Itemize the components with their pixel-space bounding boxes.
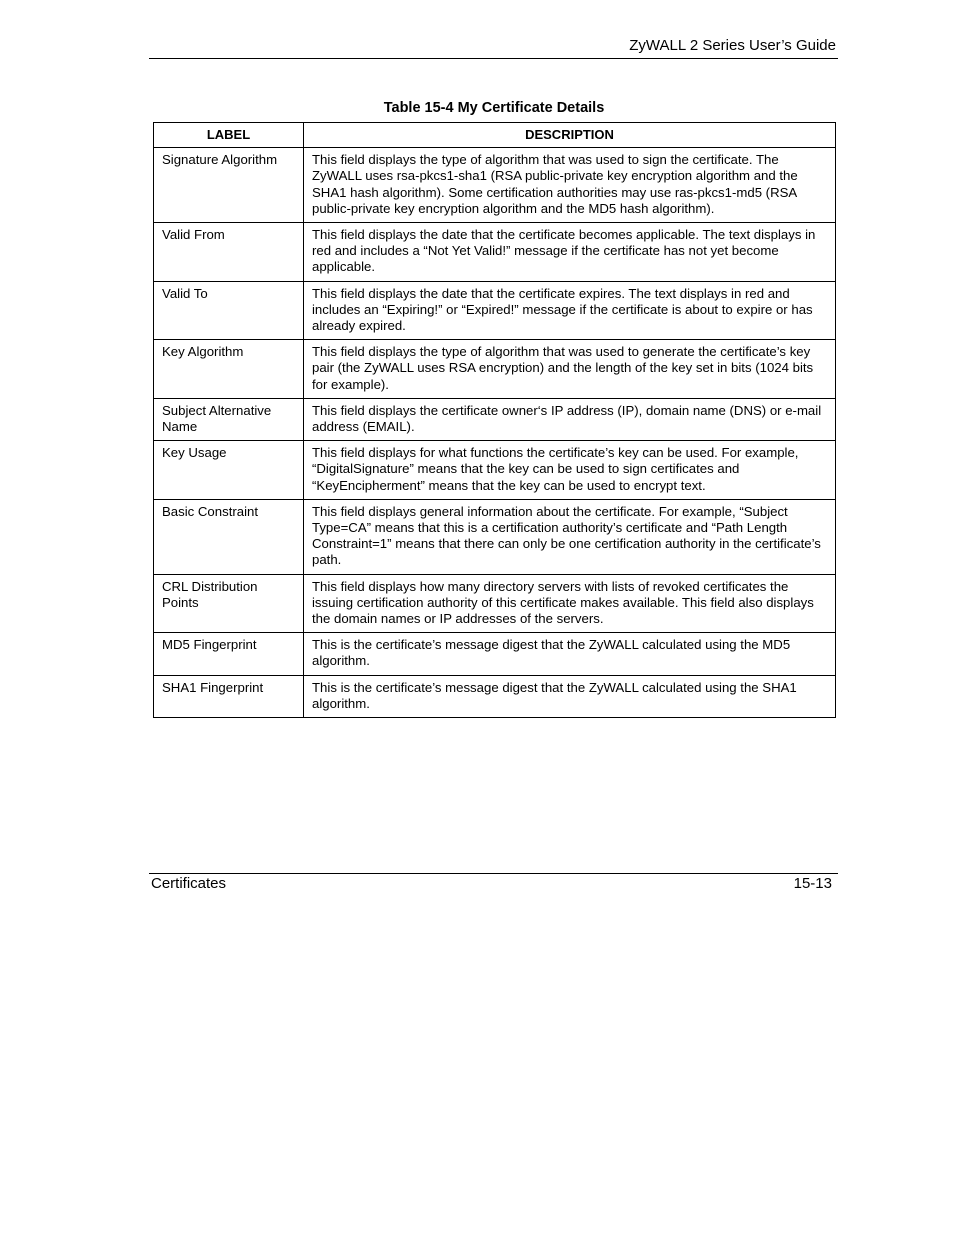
row-description: This field displays how many directory servers with lists of revoked certificates the issuing certification authority of this certificate makes available. This field also displays the domain names or IP addresses of the servers.	[304, 574, 836, 633]
row-description: This field displays the type of algorithm that was used to generate the certificate’s key pair (the ZyWALL uses RSA encryption) and the length of the key set in bits (1024 bits for example).	[304, 340, 836, 399]
table-row	[154, 223, 836, 282]
row-description: This field displays the certificate owner‘s IP address (IP), domain name (DNS) or e-mail address (EMAIL).	[304, 398, 836, 440]
table-row	[154, 499, 836, 574]
row-description: This field displays general information about the certificate. For example, “Subject Type=CA” means that this is a certification authority’s certificate and “Path Length Constraint=1” means that there can only be one certification authority in the certificate’s path.	[304, 499, 836, 574]
table-row	[154, 281, 836, 340]
table-title: Table 15-4 My Certificate Details	[383, 100, 605, 116]
row-label: Basic Constraint	[154, 499, 304, 574]
footer-rule	[149, 873, 838, 874]
row-description: This field displays the date that the certificate expires. The text displays in red and includes an “Expiring!” or “Expired!” message if the certificate is about to expire or has already expired.	[304, 281, 836, 340]
row-description: This field displays for what functions the certificate’s key can be used. For example, “DigitalSignature” means that the key can be used to sign certificates and “KeyEncipherment” means that the key can be used to encrypt text.	[304, 441, 836, 500]
footer-section-name: Certificates	[151, 875, 227, 892]
row-description: This is the certificate’s message digest that the ZyWALL calculated using the MD5 algorithm.	[304, 633, 836, 675]
row-label: Valid To	[154, 281, 304, 340]
row-label: Signature Algorithm	[154, 148, 304, 223]
header-rule	[149, 58, 838, 59]
table-row	[154, 340, 836, 399]
row-label: MD5 Fingerprint	[154, 633, 304, 675]
table-row	[154, 398, 836, 440]
row-label: Key Usage	[154, 441, 304, 500]
table-row	[154, 633, 836, 675]
row-description: This is the certificate’s message digest that the ZyWALL calculated using the SHA1 algorithm.	[304, 675, 836, 717]
row-description: This field displays the date that the certificate becomes applicable. The text displays in red and includes a “Not Yet Valid!” message if the certificate has not yet become applicable.	[304, 223, 836, 282]
column-header-description: DESCRIPTION	[304, 123, 836, 148]
table-row	[154, 574, 836, 633]
row-description: This field displays the type of algorithm that was used to sign the certificate. The ZyWALL uses rsa-pkcs1-sha1 (RSA public-private key encryption algorithm and the SHA1 hash algorithm). Some certification authorities may use ras-pkcs1-md5 (RSA public-private key encryption algorithm and the MD5 hash algorithm).	[304, 148, 836, 223]
table-row	[154, 148, 836, 223]
running-header: ZyWALL 2 Series User’s Guide	[629, 37, 836, 54]
row-label: Subject Alternative Name	[154, 398, 304, 440]
table-header-row	[154, 123, 836, 148]
row-label: Valid From	[154, 223, 304, 282]
page-number: 15-13	[793, 875, 832, 892]
table-row	[154, 675, 836, 717]
row-label: SHA1 Fingerprint	[154, 675, 304, 717]
row-label: CRL Distribution Points	[154, 574, 304, 633]
table-row	[154, 441, 836, 500]
column-header-label: LABEL	[154, 123, 304, 148]
row-label: Key Algorithm	[154, 340, 304, 399]
certificate-details-table	[153, 122, 836, 718]
